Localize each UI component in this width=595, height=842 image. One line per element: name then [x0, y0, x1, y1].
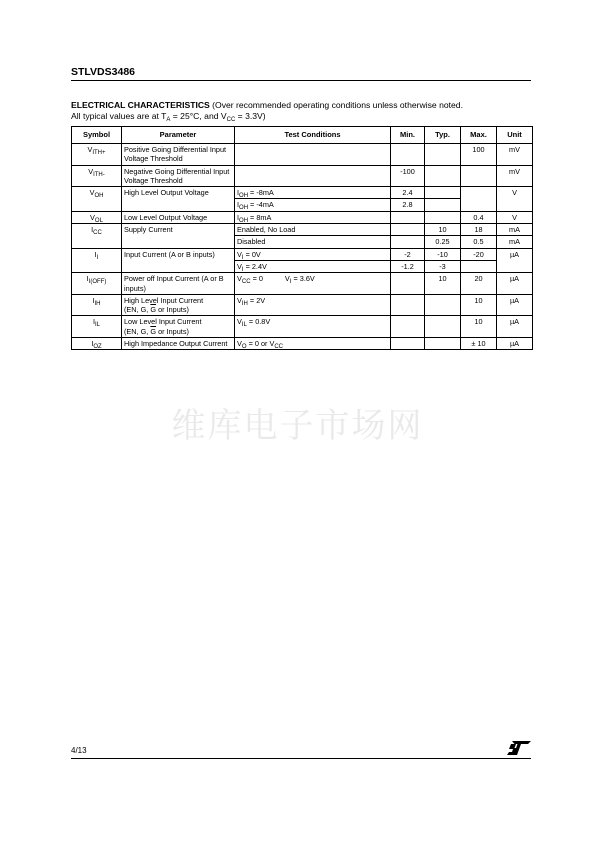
condition-cell — [235, 144, 391, 166]
table-row — [72, 248, 533, 260]
vcc-value: = 3.3V) — [235, 111, 266, 121]
typical-prefix: All typical values are at T — [71, 111, 167, 121]
typ-cell — [425, 316, 461, 338]
header-rule — [71, 80, 531, 81]
min-cell — [391, 294, 425, 316]
header-parameter: Parameter — [122, 127, 235, 144]
table-row — [72, 211, 533, 223]
table-row — [72, 165, 533, 187]
unit-cell: mV — [497, 144, 533, 166]
min-cell: -1.2 — [391, 260, 425, 272]
table-row — [72, 144, 533, 166]
condition-cell: Disabled — [235, 236, 391, 248]
max-cell: 10 — [461, 316, 497, 338]
symbol-cell: $V_{ITH-}$ — [72, 165, 122, 187]
vcc-subscript: CC — [226, 117, 236, 123]
unit-cell: V — [497, 211, 533, 223]
unit-cell: µA — [497, 316, 533, 338]
typ-cell — [425, 165, 461, 187]
condition-cell: $I_{OH} = 8mA$ — [235, 211, 391, 223]
parameter-cell: Supply Current — [122, 224, 235, 249]
parameter-cell: High Level Input Current (EN, G, $\overline{G}$ or Inputs) — [122, 294, 235, 316]
typ-cell: 10 — [425, 273, 461, 295]
max-cell: ± 10 — [461, 338, 497, 350]
min-cell — [391, 211, 425, 223]
table-header-row — [72, 127, 533, 144]
section-title: ELECTRICAL CHARACTERISTICS — [71, 100, 210, 110]
header-test-conditions: Test Conditions — [235, 127, 391, 144]
max-cell — [461, 165, 497, 187]
unit-cell: µA — [497, 248, 533, 273]
condition-cell: $V_I = 0V$ — [235, 248, 391, 260]
min-cell: 2.8 — [391, 199, 425, 211]
unit-cell: µA — [497, 338, 533, 350]
table-row — [72, 224, 533, 236]
unit-cell: mA — [497, 236, 533, 248]
table-row — [72, 273, 533, 295]
max-cell: 100 — [461, 144, 497, 166]
header-min: Min. — [391, 127, 425, 144]
symbol-cell: $V_{OL}$ — [72, 211, 122, 223]
max-cell: 10 — [461, 294, 497, 316]
max-cell — [461, 187, 497, 212]
typ-cell — [425, 199, 461, 211]
ta-subscript: A — [166, 117, 171, 123]
document-title: STLVDS3486 — [71, 66, 135, 78]
condition-cell: $V_{CC} = 0$ $V_I = 3.6V$ — [235, 273, 391, 295]
min-cell: 2.4 — [391, 187, 425, 199]
typ-cell — [425, 211, 461, 223]
footer-rule — [71, 758, 531, 759]
max-cell — [461, 260, 497, 272]
parameter-cell: Low Level Input Current (EN, G, $\overline{G}$ or Inputs) — [122, 316, 235, 338]
symbol-cell: $I_{IL}$ — [72, 316, 122, 338]
typ-cell — [425, 338, 461, 350]
unit-cell: mA — [497, 224, 533, 236]
max-cell: 20 — [461, 273, 497, 295]
condition-cell: Enabled, No Load — [235, 224, 391, 236]
condition-cell: $V_I = 2.4V$ — [235, 260, 391, 272]
section-heading — [71, 100, 533, 122]
symbol-cell: $I_{IH}$ — [72, 294, 122, 316]
parameter-cell: Low Level Output Voltage — [122, 211, 235, 223]
parameter-cell: High Impedance Output Current — [122, 338, 235, 350]
typ-cell: -10 — [425, 248, 461, 260]
parameter-cell: Input Current (A or B inputs) — [122, 248, 235, 273]
watermark: 维库电子市场网 — [171, 406, 424, 446]
condition-cell: $V_{IL} = 0.8V$ — [235, 316, 391, 338]
page-number: 4/13 — [71, 746, 87, 755]
min-cell: -100 — [391, 165, 425, 187]
parameter-cell: Negative Going Differential Input Voltage Threshold — [122, 165, 235, 187]
symbol-cell: $I_I$ — [72, 248, 122, 273]
typ-cell — [425, 187, 461, 199]
min-cell: -2 — [391, 248, 425, 260]
st-logo-icon — [507, 741, 531, 755]
condition-cell: $V_O = 0$ or $V_{CC}$ — [235, 338, 391, 350]
symbol-cell: $I_{I(OFF)}$ — [72, 273, 122, 295]
condition-cell: $I_{OH} = -8mA$ — [235, 187, 391, 199]
unit-cell: mV — [497, 165, 533, 187]
min-cell — [391, 338, 425, 350]
header-max: Max. — [461, 127, 497, 144]
max-cell: 0.4 — [461, 211, 497, 223]
parameter-cell: High Level Output Voltage — [122, 187, 235, 212]
min-cell — [391, 316, 425, 338]
min-cell — [391, 224, 425, 236]
table-row — [72, 187, 533, 199]
condition-cell: $V_{IH} = 2V$ — [235, 294, 391, 316]
ta-value: = 25°C, and V — [170, 111, 227, 121]
unit-cell: µA — [497, 294, 533, 316]
table-row — [72, 316, 533, 338]
symbol-cell: $I_{OZ}$ — [72, 338, 122, 350]
typ-cell: 0.25 — [425, 236, 461, 248]
parameter-cell: Positive Going Differential Input Voltage Threshold — [122, 144, 235, 166]
electrical-characteristics-table — [71, 126, 533, 350]
header-unit: Unit — [497, 127, 533, 144]
unit-cell: µA — [497, 273, 533, 295]
max-cell: -20 — [461, 248, 497, 260]
max-cell: 18 — [461, 224, 497, 236]
section-note: (Over recommended operating conditions unless otherwise noted. — [212, 100, 463, 110]
symbol-cell: $V_{ITH+}$ — [72, 144, 122, 166]
max-cell: 0.5 — [461, 236, 497, 248]
typ-cell — [425, 144, 461, 166]
unit-cell: V — [497, 187, 533, 212]
min-cell — [391, 144, 425, 166]
typ-cell — [425, 294, 461, 316]
table-row — [72, 338, 533, 350]
min-cell — [391, 273, 425, 295]
condition-cell — [235, 165, 391, 187]
parameter-cell: Power off Input Current (A or B inputs) — [122, 273, 235, 295]
min-cell — [391, 236, 425, 248]
header-typ: Typ. — [425, 127, 461, 144]
symbol-cell: $V_{OH}$ — [72, 187, 122, 212]
condition-cell: $I_{OH} = -4mA$ — [235, 199, 391, 211]
table-row — [72, 294, 533, 316]
typ-cell: 10 — [425, 224, 461, 236]
header-symbol: Symbol — [72, 127, 122, 144]
symbol-cell: $I_{CC}$ — [72, 224, 122, 249]
typ-cell: -3 — [425, 260, 461, 272]
